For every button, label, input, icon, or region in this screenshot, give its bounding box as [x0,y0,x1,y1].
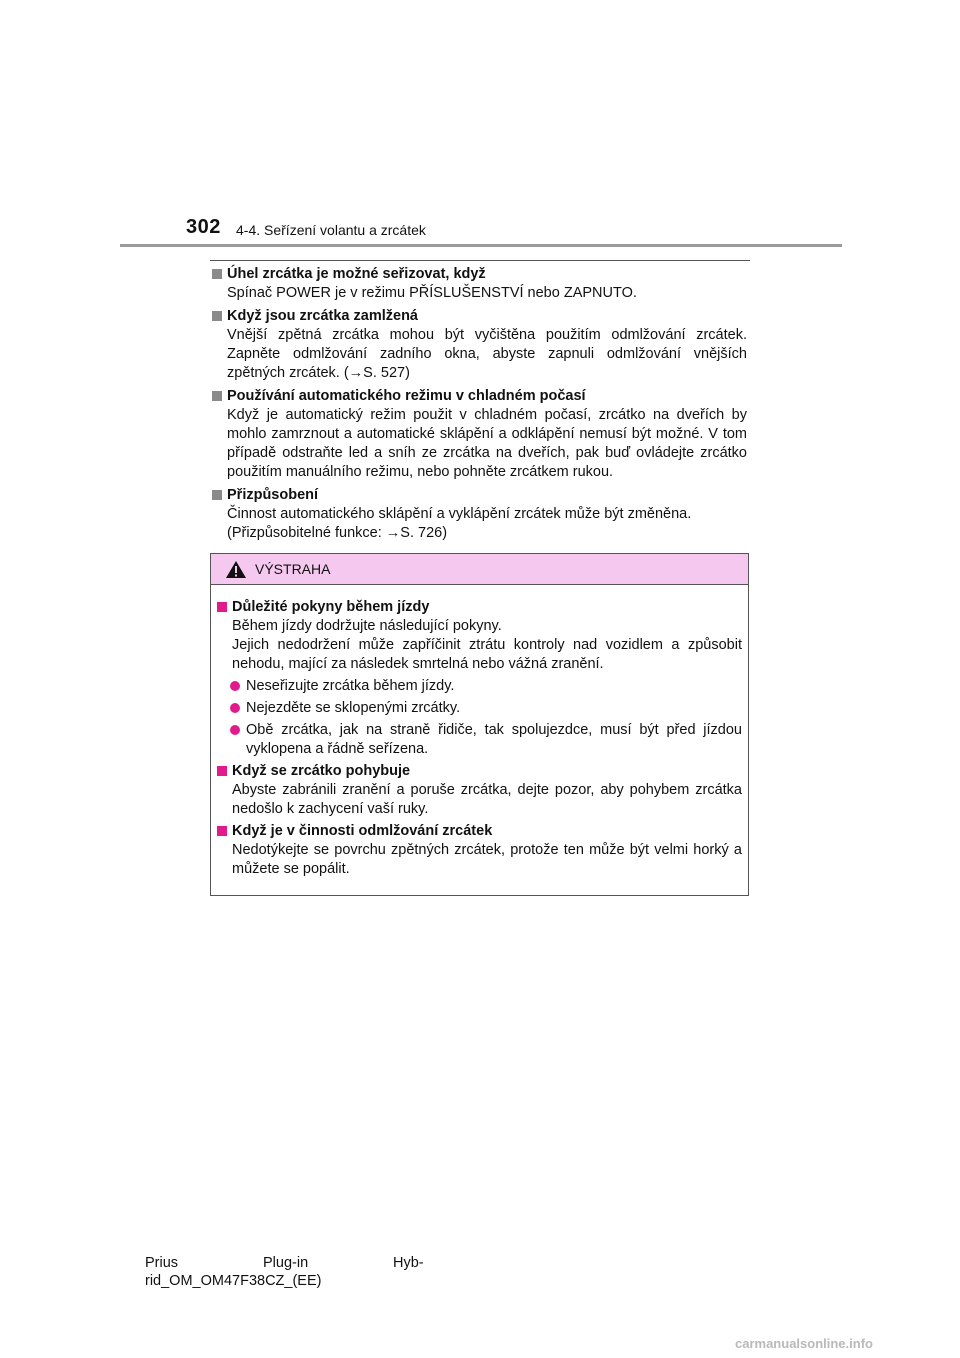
square-bullet-icon [217,766,227,776]
warning-text: Nedotýkejte se povrchu zpětných zrcátek, protože ten může být velmi horký a můžete se popálit. [232,842,742,877]
footer [145,1254,445,1290]
bullet-text: Neseřizujte zrcátka během jízdy. [246,678,455,694]
section-text: (Přizpůsobitelné funkce: →S. 726) [227,525,448,541]
section-text: Když je automatický režim použit v chladném počasí, zrcátko na dveřích by mohlo zamrznout a automatické sklápění a odklápění nemusí být možné. V tom případě odstraňte led a sníh ze zrcátka na dveřích, pak buď ovládejte zrcátko použitím manuálního režimu, nebo pohněte zrcátkem rukou. [227,407,747,480]
square-bullet-icon [217,826,227,836]
section-mirror-angle [211,265,747,303]
square-bullet-icon [212,311,222,321]
list-item [216,699,742,718]
warning-heading: Důležité pokyny během jízdy [232,599,430,615]
list-item [216,721,742,759]
section-title: 4-4. Seřízení volantu a zrcátek [236,222,426,238]
section-heading: Když jsou zrcátka zamlžená [227,308,418,324]
round-bullet-icon [230,681,240,691]
warning-item-mirror-moving [216,762,742,819]
section-cold-weather [211,387,747,482]
round-bullet-icon [230,725,240,735]
content-rule [210,260,750,261]
section-heading: Úhel zrcátka je možné seřizovat, když [227,266,486,282]
warning-text: Abyste zabránili zranění a poruše zrcátka, dejte pozor, aby pohybem zrcátka nedošlo k zachycení vaší ruky. [232,782,742,817]
footer-doc-code: rid_OM_OM47F38CZ_(EE) [145,1273,322,1289]
warning-item-defogger [216,822,742,879]
footer-variant-cont: Hyb- [393,1255,424,1271]
warning-heading: Když je v činnosti odmlžování zrcátek [232,823,493,839]
watermark: carmanualsonline.info [735,1336,873,1351]
section-customization [211,486,747,543]
section-fogged-mirrors [211,307,747,383]
square-bullet-icon [217,602,227,612]
warning-text: Během jízdy dodržujte následující pokyny. [232,618,502,634]
header-rule [120,244,842,247]
page-number: 302 [186,216,221,238]
warning-body [211,585,748,879]
square-bullet-icon [212,269,222,279]
section-heading: Přizpůsobení [227,487,319,503]
warning-item-driving [216,598,742,759]
list-item [216,677,742,696]
warning-title: VÝSTRAHA [255,561,331,577]
section-text: Činnost automatického sklápění a vyklápění zrcátek může být změněna. [227,506,692,522]
footer-variant: Plug-in [263,1255,309,1271]
bullet-text: Obě zrcátka, jak na straně řidiče, tak spolujezdce, musí být před jízdou vyklopena a řádně seřízena. [246,722,742,757]
warning-triangle-icon [225,560,247,579]
footer-model: Prius [145,1255,179,1271]
round-bullet-icon [230,703,240,713]
section-text: Vnější zpětná zrcátka mohou být vyčištěna použitím odmlžování zrcátek. Zapněte odmlžování zadního okna, abyste zapnuli odmlžování vnějších zpětných zrcátek. (→S. 527) [227,327,747,381]
square-bullet-icon [212,490,222,500]
section-text: Spínač POWER je v režimu PŘÍSLUŠENSTVÍ nebo ZAPNUTO. [227,285,637,301]
warning-header [211,554,748,585]
main-content [211,265,747,547]
warning-heading: Když se zrcátko pohybuje [232,763,411,779]
warning-text: Jejich nedodržení může zapříčinit ztrátu kontroly nad vozidlem a způsobit nehodu, mající za následek smrtelná nebo vážná zranění. [232,637,742,672]
square-bullet-icon [212,391,222,401]
warning-box [210,553,749,896]
section-heading: Používání automatického režimu v chladném počasí [227,388,586,404]
bullet-text: Nejezděte se sklopenými zrcátky. [246,700,461,716]
